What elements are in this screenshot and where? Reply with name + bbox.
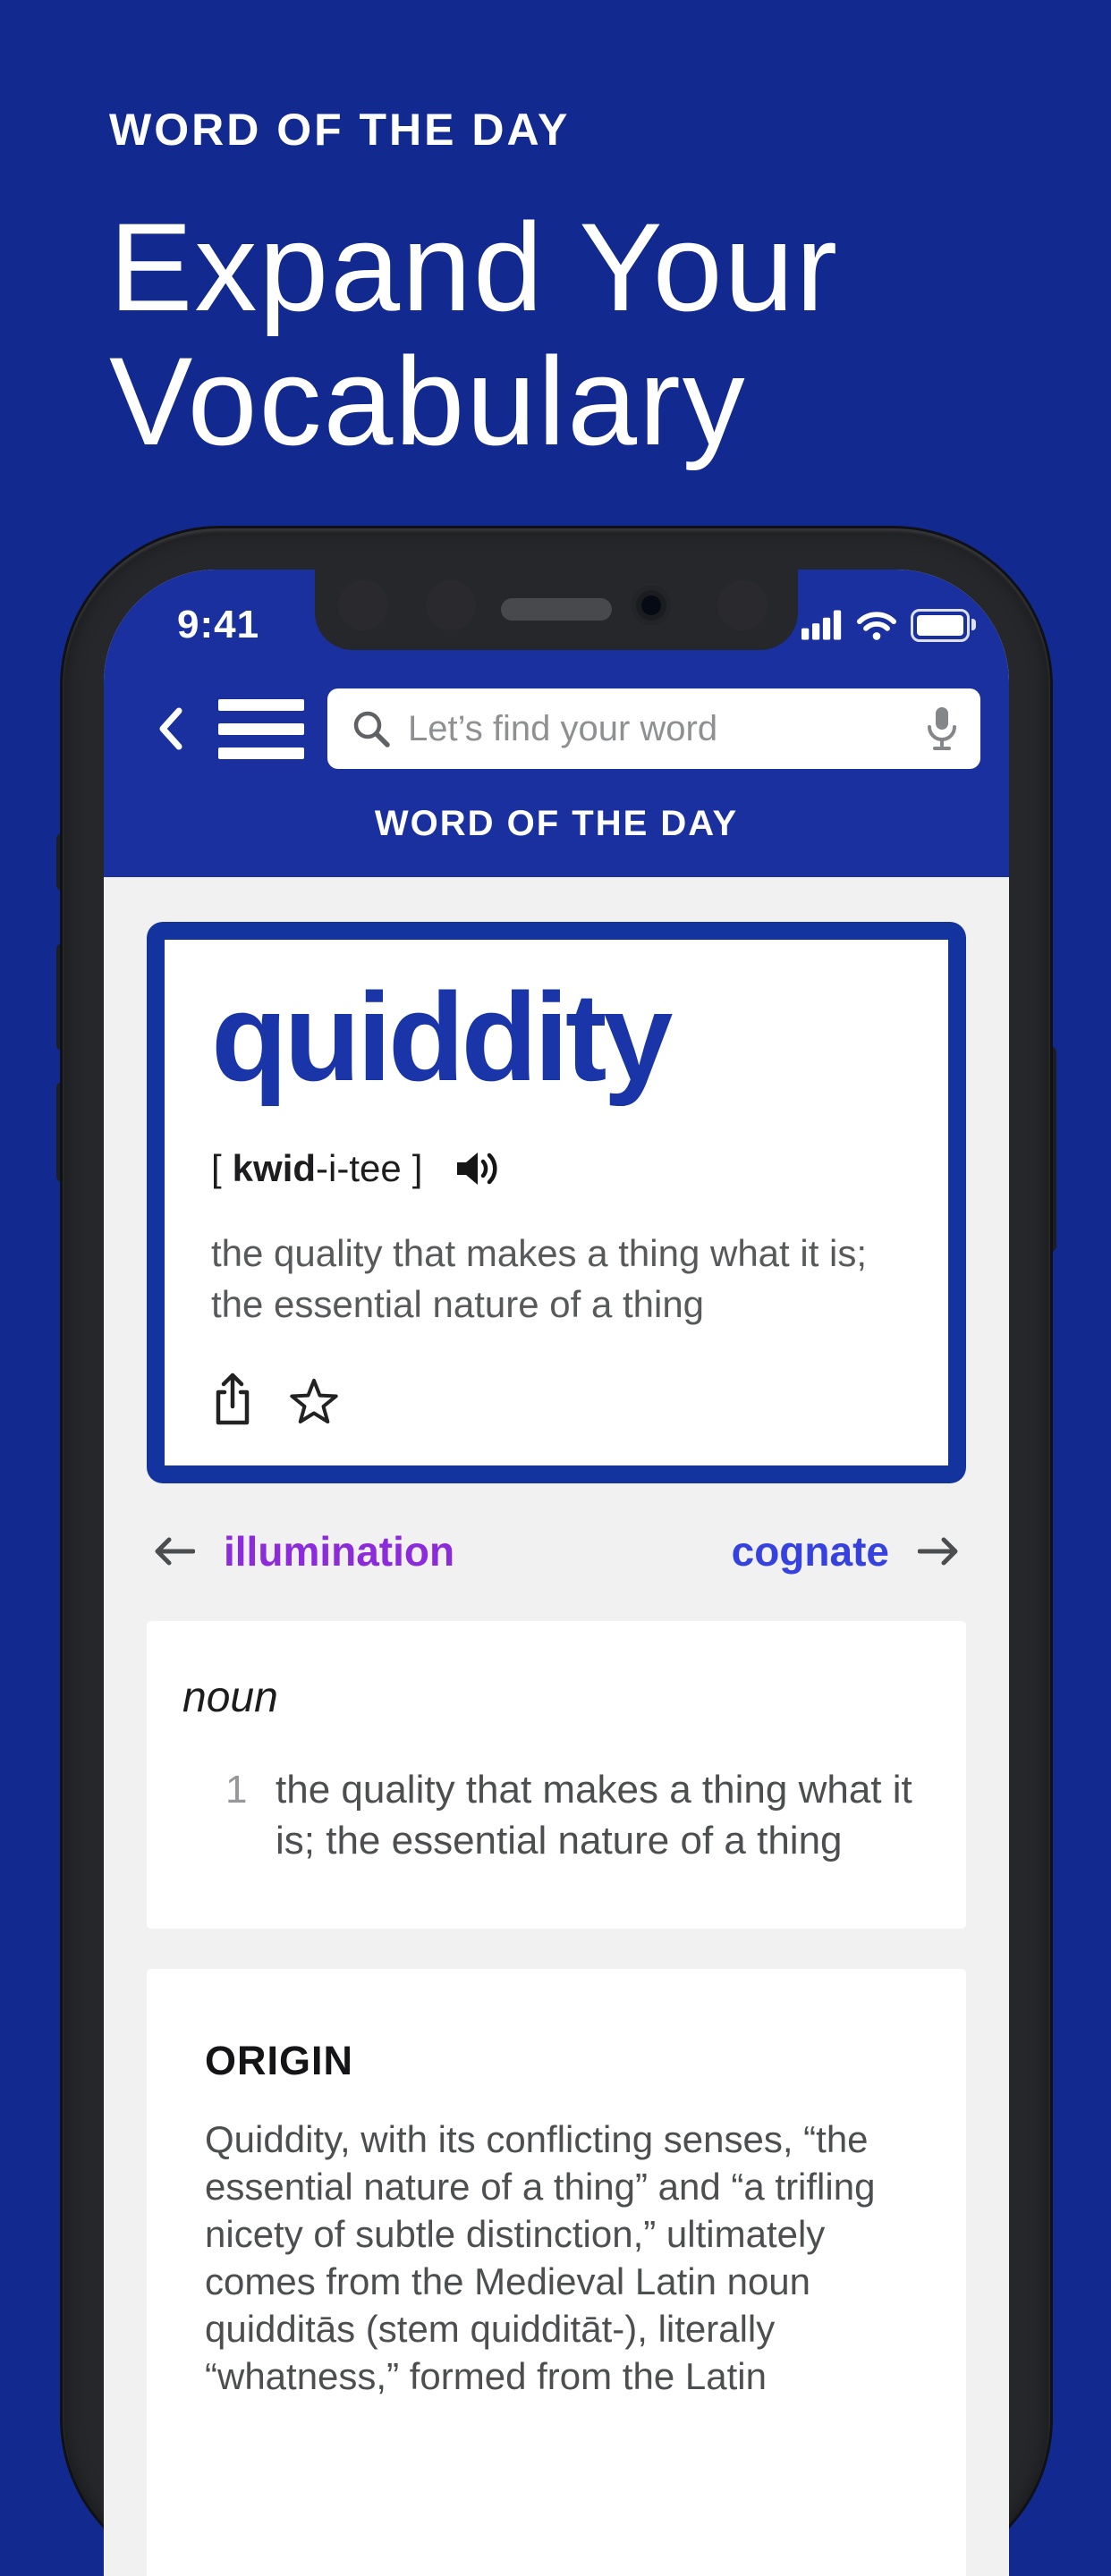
next-word-link[interactable] [732,1527,959,1575]
sense-text: the quality that makes a thing what it is; the essential nature of a thing [276,1768,912,1862]
back-button[interactable] [152,700,188,757]
hero-title-line: Expand Your [109,197,840,337]
definition-card [147,1621,966,1929]
search-bar[interactable] [327,688,980,769]
short-definition: the quality that makes a thing what it is; the essential nature of a thing [211,1232,868,1325]
prev-word-link[interactable] [154,1527,454,1575]
hero-title-line: Vocabulary [109,331,747,471]
prev-word-label: illumination [224,1528,455,1575]
status-bar [177,605,970,645]
hero-section [109,107,1013,469]
arrow-right-icon [918,1535,959,1567]
menu-button[interactable] [218,699,304,759]
mic-icon[interactable] [927,705,957,752]
part-of-speech: noun [182,1674,278,1721]
pron-bracket-close: ] [411,1147,423,1189]
next-word-label: cognate [731,1528,889,1575]
star-icon [288,1378,340,1426]
hero-eyebrow: WORD OF THE DAY [109,105,571,155]
hero-title [109,197,1013,471]
sense-item [182,1764,930,1866]
status-time: 9:41 [177,603,260,646]
share-icon [211,1371,254,1426]
favorite-button[interactable] [288,1378,340,1426]
origin-heading: ORIGIN [205,2038,354,2083]
wotd-banner: WORD OF THE DAY [374,803,739,843]
sense-number: 1 [225,1768,248,1812]
word-nav [147,1524,966,1578]
share-button[interactable] [211,1371,254,1426]
battery-tip [971,619,976,630]
pron-bracket-open: [ [211,1147,222,1189]
wifi-icon [856,609,897,641]
wotd-card [147,922,966,1483]
app-toolbar [152,684,980,773]
arrow-left-icon [154,1535,195,1567]
status-icons [801,609,970,642]
speaker-icon [453,1147,501,1190]
phone-screen [104,570,1009,2576]
search-input[interactable] [406,708,927,750]
app-header [104,570,1009,877]
signal-icon [801,609,843,641]
card-actions [211,1372,912,1426]
phone-mockup [63,528,1050,2576]
headword: quiddity [211,967,670,1107]
app-content [104,877,1009,2576]
battery-fill [917,615,963,636]
hamburger-icon [218,699,304,711]
pron-stressed: kwid [232,1147,317,1189]
chevron-left-icon [157,707,182,750]
audio-button[interactable] [453,1147,501,1190]
pron-rest: -i-tee [316,1147,402,1189]
battery-icon [911,609,970,642]
origin-text: Quiddity, with its conflicting senses, “the essential nature of a thing” and “a trifling nicety of subtle distinction,” ultimately comes from the Medieval Latin noun quidditās (stem quidditāt-), literally “whatness,” formed from the Latin [205,2118,876,2397]
pronunciation [211,1144,912,1194]
origin-card [147,1969,966,2576]
search-icon [351,708,392,749]
